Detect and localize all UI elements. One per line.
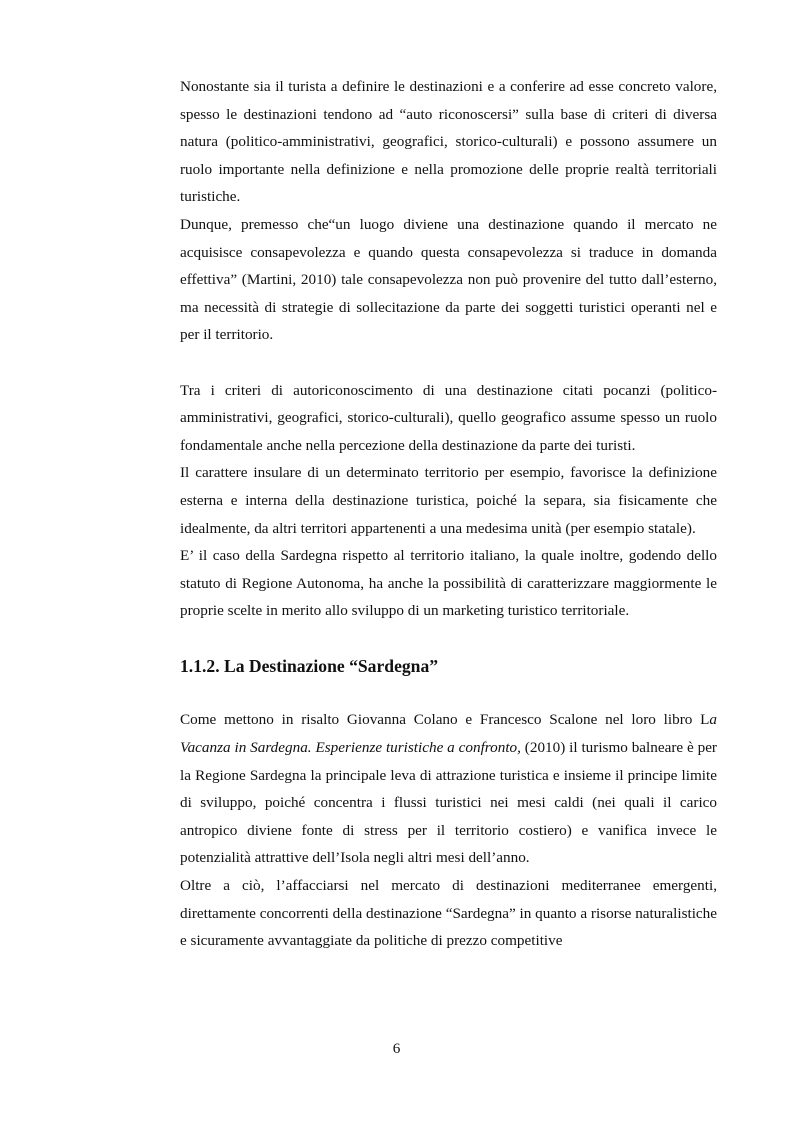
page-number: 6 xyxy=(392,1040,401,1057)
document-page xyxy=(180,73,717,955)
paragraph-colano-scalone xyxy=(180,706,717,872)
book-title: a Vacanza in Sardegna. Esperienze turistiche a confronto, xyxy=(180,711,717,757)
paragraph-emerging-destinations: Oltre a ciò, l’affacciarsi nel mercato di destinazioni mediterranee emergenti, direttamente concorrenti della destinazione “Sardegna” in quanto a risorse naturalistiche e sicuramente avvantaggiate da politiche di prezzo competitive xyxy=(180,877,717,950)
paragraph-colano-text-after: (2010) il turismo balneare è per la Regione Sardegna la principale leva di attrazione turistica e insieme il principe limite di sviluppo, poiché concentra i flussi turistici nei mesi caldi (nei quali il carico antropico diviene fonte di stress per il territorio costiero) e vanifica invece le potenzialità attrattive dell’Isola negli altri mesi dell’anno. xyxy=(180,739,717,867)
paragraph-insular-character: Il carattere insulare di un determinato territorio per esempio, favorisce la definizione esterna e interna della destinazione turistica, poiché la separa, sia fisicamente che idealmente, da altri territori appartenenti a una medesima unità (per esempio statale). xyxy=(180,464,717,537)
paragraph-destinations-self-recognition: Nonostante sia il turista a definire le destinazioni e a conferire ad esse concreto valore, spesso le destinazioni tendono ad “auto riconoscersi” sulla base di criteri di diversa natura (politico-amministrativi, geografici, storico-culturali) e possono assumere un ruolo importante nella definizione e nella promozione delle proprie realtà territoriali turistiche. xyxy=(180,78,717,206)
section-heading: 1.1.2. La Destinazione “Sardegna” xyxy=(180,655,439,676)
heading-spacer-top xyxy=(180,625,717,653)
heading-spacer-bottom xyxy=(180,680,717,706)
paragraph-geographic-criteria: Tra i criteri di autoriconoscimento di una destinazione citati pocanzi (politico-amministrativi, geografici, storico-culturali), quello geografico assume spesso un ruolo fondamentale anche nella percezione della destinazione da parte dei turisti. xyxy=(180,381,717,454)
paragraph-spacer xyxy=(180,349,717,377)
paragraph-sardegna-autonomy: E’ il caso della Sardegna rispetto al territorio italiano, la quale inoltre, godendo dello statuto di Regione Autonoma, ha anche la possibilità di caratterizzare maggiormente le proprie scelte in merito allo sviluppo di un marketing turistico territoriale. xyxy=(180,547,717,620)
paragraph-colano-text-before: Come mettono in risalto Giovanna Colano e Francesco Scalone nel loro libro L xyxy=(180,711,710,729)
paragraph-market-awareness: Dunque, premesso che“un luogo diviene una destinazione quando il mercato ne acquisisce consapevolezza e quando questa consapevolezza si traduce in domanda effettiva” (Martini, 2010) tale consapevolezza non può provenire del tutto dall’esterno, ma necessità di strategie di sollecitazione da parte dei soggetti turistici operanti nel e per il territorio. xyxy=(180,215,717,344)
